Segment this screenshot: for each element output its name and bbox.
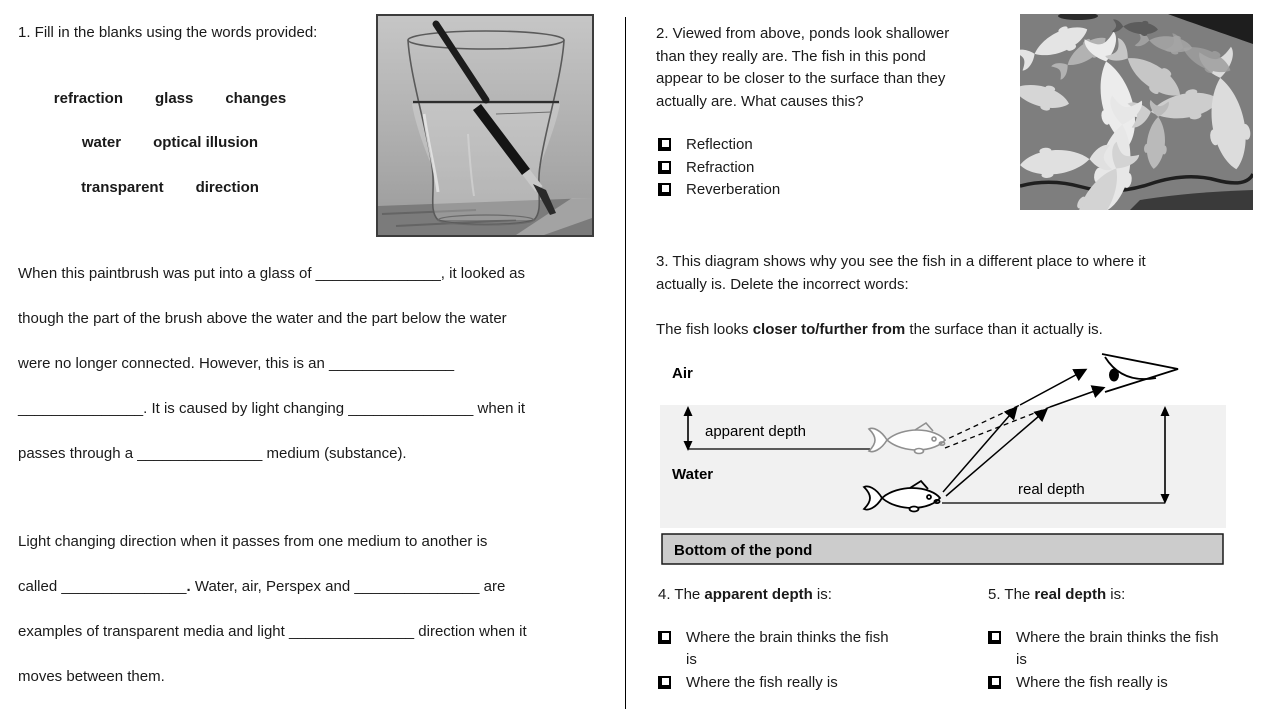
fill-in-segment-bold: . [186, 578, 191, 595]
word-bank-word: refraction [53, 90, 123, 107]
q5-title [988, 584, 1228, 607]
option-label: Where the brain thinks the fish is [1016, 628, 1219, 668]
checkbox-icon[interactable] [658, 183, 671, 196]
air-label: Air [672, 365, 693, 382]
fill-in-line: moves between them. [18, 668, 165, 685]
q5-title-segment: 5. The [988, 586, 1035, 603]
q4-option-really [658, 672, 898, 695]
fill-in-line: _______________. It is caused by light changing _______________ when it [18, 400, 526, 417]
q2-option-reverberation [658, 179, 780, 202]
word-bank-row-3 [30, 179, 310, 196]
delete-choice-words[interactable]: closer to/further from [752, 321, 906, 338]
koi-pond-photo [1020, 14, 1253, 210]
q1-title: 1. Fill in the blanks using the words provided: [18, 24, 318, 41]
q2-line: 2. Viewed from above, ponds look shallower [656, 25, 950, 42]
q2-options [658, 134, 780, 202]
q2-line: than they really are. The fish in this pond [656, 47, 926, 65]
q2-line: actually are. What causes this? [656, 92, 864, 110]
water-label: Water [672, 466, 714, 483]
q5-block [988, 584, 1228, 694]
sentence-segment: The fish looks [656, 321, 753, 338]
q2-question-text [656, 23, 1016, 113]
fill-in-line: When this paintbrush was put into a glass of _______________, it looked as [18, 265, 526, 282]
option-label: Where the fish really is [686, 673, 838, 691]
q4-title [658, 584, 898, 607]
q2-line: appear to be closer to the surface than they [656, 70, 946, 87]
pond-bottom-label: Bottom of the pond [674, 542, 813, 559]
word-bank-word: water [81, 134, 122, 151]
fill-in-line: though the part of the brush above the water and the part below the water [18, 310, 507, 327]
q5-title-bold: real depth [1034, 586, 1107, 603]
option-label: Where the fish really is [1016, 673, 1168, 691]
q5-option-brain [988, 627, 1228, 672]
option-label: Reflection [686, 136, 753, 153]
fill-in-line: passes through a _______________ medium (substance). [18, 445, 407, 462]
word-bank-word: glass [154, 90, 194, 107]
sentence-segment: the surface than it actually is. [905, 321, 1103, 338]
word-bank-row-2 [30, 134, 310, 151]
q5-title-segment: is: [1106, 586, 1126, 603]
q2-option-refraction [658, 157, 780, 180]
real-depth-label: real depth [1018, 481, 1085, 498]
q5-option-really [988, 672, 1228, 695]
word-bank-word: changes [225, 90, 287, 107]
q4-title-segment: 4. The [658, 586, 705, 603]
column-divider [625, 17, 626, 709]
checkbox-icon[interactable] [658, 676, 671, 689]
q4-title-bold: apparent depth [704, 586, 813, 603]
checkbox-icon[interactable] [988, 676, 1001, 689]
q3-line: actually is. Delete the incorrect words: [656, 275, 909, 293]
paintbrush-glass-photo [376, 14, 594, 237]
q3-line: 3. This diagram shows why you see the fish in a different place to where it [656, 253, 1146, 270]
eye-icon [1102, 354, 1178, 392]
fill-in-line: were no longer connected. However, this is an _______________ [18, 355, 455, 372]
option-label: Reverberation [686, 181, 781, 198]
checkbox-icon[interactable] [658, 161, 671, 174]
q3-delete-words-sentence [656, 319, 1231, 342]
q1-fill-in-paragraph-2 [18, 519, 608, 699]
option-label: Refraction [686, 158, 755, 176]
q2-option-reflection [658, 134, 780, 157]
fill-in-segment: Water, air, Perspex and _______________ are [190, 578, 506, 595]
q4-block [658, 584, 898, 694]
q4-option-brain [658, 627, 898, 672]
checkbox-icon[interactable] [658, 631, 671, 644]
word-bank-word: transparent [81, 179, 164, 196]
q3-question-text [656, 251, 1231, 296]
word-bank-word: optical illusion [153, 134, 259, 151]
q1-fill-in-paragraph-1 [18, 251, 608, 476]
word-bank-word: direction [195, 179, 259, 196]
refraction-diagram [658, 348, 1228, 568]
checkbox-icon[interactable] [658, 138, 671, 151]
word-bank-row-1 [30, 90, 310, 107]
fill-in-line [18, 564, 608, 609]
fill-in-line: Light changing direction when it passes from one medium to another is [18, 533, 488, 550]
fill-in-segment: called _______________ [18, 578, 187, 595]
checkbox-icon[interactable] [988, 631, 1001, 644]
light-rays-air [1020, 370, 1103, 407]
option-label: Where the brain thinks the fish is [686, 628, 889, 668]
apparent-depth-label: apparent depth [705, 423, 806, 440]
q4-title-segment: is: [812, 586, 832, 603]
fill-in-line: examples of transparent media and light _______________ direction when it [18, 623, 527, 640]
